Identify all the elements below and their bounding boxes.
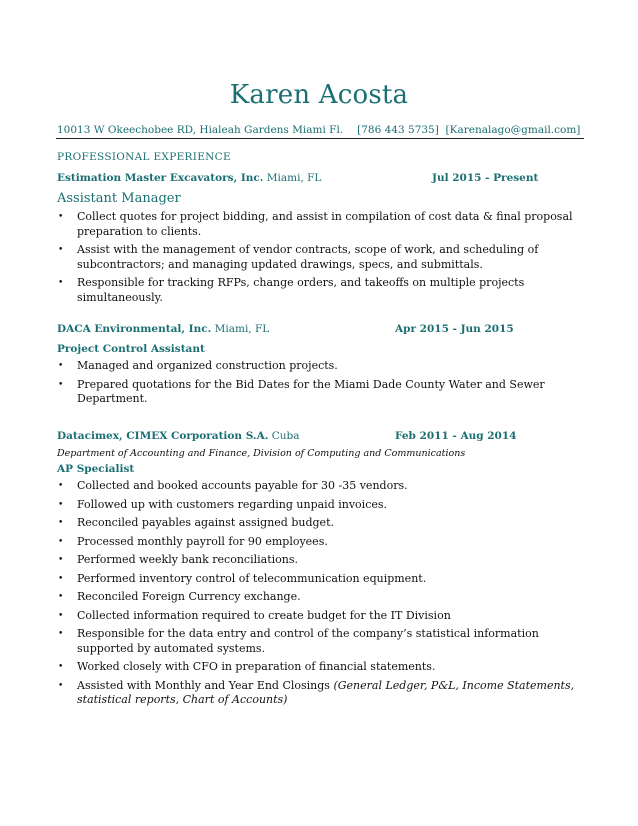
list-item: • Collected information required to create budget for the IT Division — [58, 608, 451, 622]
job-title: AP Specialist — [57, 463, 135, 475]
job-dates: Feb 2011 - Aug 2014 — [395, 430, 517, 442]
list-item: • Responsible for the data entry and control of the company’s statistical information supported by automated systems. — [58, 627, 539, 655]
job-header — [57, 172, 587, 188]
list-item: • Reconciled Foreign Currency exchange. — [58, 590, 301, 603]
job-entry-3 — [57, 430, 587, 712]
bullet-icon: • — [58, 245, 64, 255]
bullet-icon: • — [58, 610, 64, 621]
address: 10013 W Okeechobee RD, Hialeah Gardens Miami Fl. — [57, 124, 344, 136]
list-item: • Collect quotes for project bidding, and assist in compilation of cost data & final proposal preparation to clients. — [58, 210, 573, 238]
list-item: • Collected and booked accounts payable for 30 -35 vendors. — [58, 479, 408, 492]
list-item: • Assisted with Monthly and Year End Closings (General Ledger, P&L, Income Statements, statistical reports, Chart of Accounts) — [58, 678, 575, 706]
list-item: • Followed up with customers regarding unpaid invoices. — [58, 497, 388, 511]
phone: [786 443 5735] — [357, 124, 439, 136]
bullet-icon: • — [58, 680, 64, 691]
job-bullets — [57, 479, 587, 708]
bullet-icon: • — [58, 555, 64, 565]
list-item: • Managed and organized construction projects. — [58, 359, 338, 372]
list-item: • Responsible for tracking RFPs, change orders, and takeoffs on multiple projects simultaneously. — [58, 276, 525, 304]
list-item: • Assist with the management of vendor contracts, scope of work, and scheduling of subcontractors; and managing updated drawings, specs, and submittals. — [58, 243, 539, 271]
bullet-icon: • — [58, 379, 64, 390]
job-location: Miami, FL — [214, 323, 270, 335]
job-header — [57, 323, 587, 339]
job-dates: Jul 2015 - Present — [432, 172, 539, 184]
list-item: • Worked closely with CFO in preparation of financial statements. — [58, 660, 436, 673]
company-name: Datacimex, CIMEX Corporation S.A. — [57, 430, 269, 442]
company-name: Estimation Master Excavators, Inc. — [57, 172, 264, 184]
bullet-icon: • — [58, 662, 64, 672]
contact-line — [57, 124, 580, 136]
job-entry-1 — [57, 172, 587, 309]
bullet-icon: • — [58, 518, 64, 528]
section-title: PROFESSIONAL EXPERIENCE — [57, 151, 231, 163]
job-dates: Apr 2015 - Jun 2015 — [395, 323, 514, 335]
header-divider — [56, 138, 584, 139]
job-header — [57, 430, 587, 446]
job-entry-2 — [57, 323, 587, 411]
job-bullets — [57, 210, 587, 305]
job-department: Department of Accounting and Finance, Division of Computing and Communications — [57, 448, 466, 459]
bullet-icon: • — [58, 212, 64, 222]
bullet-icon: • — [58, 629, 64, 639]
list-item: • Performed inventory control of telecommunication equipment. — [58, 571, 427, 585]
job-title: Assistant Manager — [57, 191, 181, 206]
bullet-icon: • — [58, 592, 64, 602]
company-name: DACA Environmental, Inc. — [57, 323, 212, 335]
bullet-icon: • — [58, 573, 64, 584]
bullet-icon: • — [58, 499, 64, 510]
job-location: Cuba — [271, 430, 300, 442]
bullet-icon: • — [58, 278, 64, 288]
list-item: • Processed monthly payroll for 90 employees. — [58, 534, 328, 548]
bullet-icon: • — [58, 481, 64, 491]
list-item: • Prepared quotations for the Bid Dates for the Miami Dade County Water and Sewer Department. — [58, 377, 545, 405]
job-location: Miami, FL — [266, 172, 322, 184]
list-item: • Reconciled payables against assigned budget. — [58, 516, 334, 529]
candidate-name: Karen Acosta — [229, 80, 409, 110]
bullet-icon: • — [58, 536, 64, 547]
bullet-icon: • — [58, 361, 64, 371]
job-title: Project Control Assistant — [57, 343, 205, 355]
job-bullets — [57, 359, 587, 407]
list-item: • Performed weekly bank reconciliations. — [58, 553, 298, 566]
email: [Karenalago@gmail.com] — [445, 124, 581, 136]
